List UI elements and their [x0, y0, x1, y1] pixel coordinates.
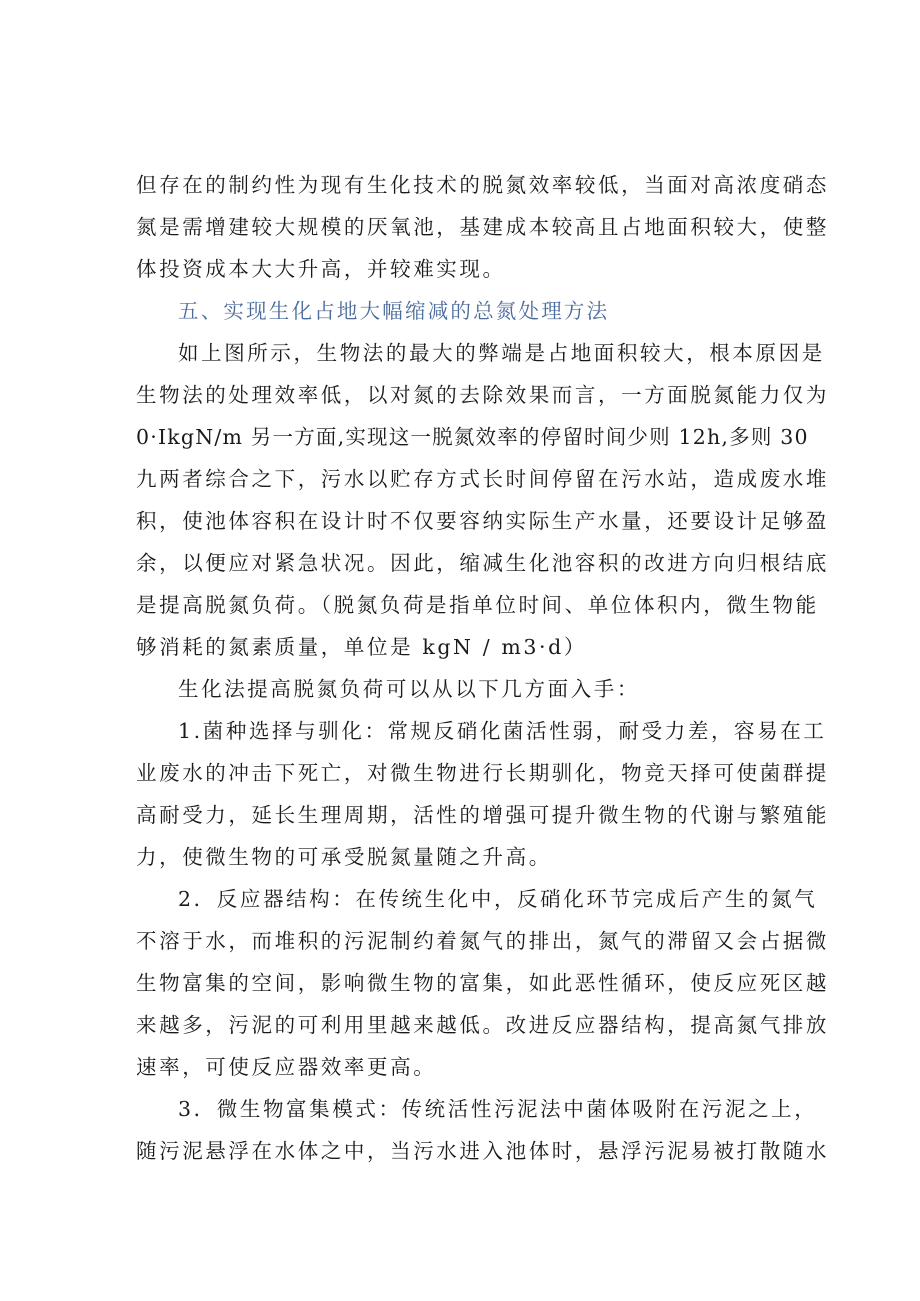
paragraph-line: 体投资成本大大升高，并较难实现。 — [136, 257, 506, 281]
list-item-line: 2．反应器结构：在传统生化中，反硝化环节完成后产生的氮气 — [178, 887, 818, 911]
paragraph-line: 氮是需增建较大规模的厌氧池，基建成本较高且占地面积较大，使整 — [136, 215, 829, 239]
paragraph-line: 0·IkgN/m 另一方面,实现这一脱氮效率的停留时间少则 12h,多则 30 — [136, 425, 809, 449]
paragraph-line: 生物法的处理效率低，以对氮的去除效果而言，一方面脱氮能力仅为 — [136, 383, 829, 407]
paragraph-line: 是提高脱氮负荷。（脱氮负荷是指单位时间、单位体积内，微生物能 — [136, 593, 819, 617]
section-heading: 五、实现生化占地大幅缩减的总氮处理方法 — [178, 299, 610, 323]
paragraph-line: 业废水的冲击下死亡，对微生物进行长期驯化，物竞天择可使菌群提 — [136, 761, 829, 785]
paragraph-line: 生物富集的空间，影响微生物的富集，如此恶性循环，使反应死区越 — [136, 971, 829, 995]
paragraph-line: 但存在的制约性为现有生化技术的脱氮效率较低，当面对高浓度硝态 — [136, 173, 829, 197]
paragraph-line: 够消耗的氮素质量，单位是 kgN / m3·d） — [136, 635, 587, 659]
paragraph-line: 来越多，污泥的可利用里越来越低。改进反应器结构，提高氮气排放 — [136, 1013, 829, 1037]
paragraph-line: 余，以便应对紧急状况。因此，缩减生化池容积的改进方向归根结底 — [136, 551, 829, 575]
paragraph-line: 高耐受力，延长生理周期，活性的增强可提升微生物的代谢与繁殖能 — [136, 803, 829, 827]
paragraph-line: 九两者综合之下，污水以贮存方式长时间停留在污水站，造成废水堆 — [136, 467, 829, 491]
paragraph-line: 生化法提高脱氮负荷可以从以下几方面入手： — [178, 677, 640, 701]
paragraph-line: 积，使池体容积在设计时不仅要容纳实际生产水量，还要设计足够盈 — [136, 509, 829, 533]
paragraph-line: 如上图所示，生物法的最大的弊端是占地面积较大，根本原因是 — [178, 341, 825, 365]
paragraph-line: 不溶于水，而堆积的污泥制约着氮气的排出，氮气的滞留又会占据微 — [136, 929, 829, 953]
paragraph-line: 力，使微生物的可承受脱氮量随之升高。 — [136, 845, 552, 869]
paragraph-line: 速率，可使反应器效率更高。 — [136, 1055, 437, 1079]
list-item-line: 3．微生物富集模式：传统活性污泥法中菌体吸附在污泥之上， — [178, 1097, 818, 1121]
paragraph-line: 随污泥悬浮在水体之中，当污水进入池体时，悬浮污泥易被打散随水 — [136, 1139, 829, 1163]
list-item-line: 1.菌种选择与驯化：常规反硝化菌活性弱，耐受力差，容易在工 — [178, 719, 827, 743]
